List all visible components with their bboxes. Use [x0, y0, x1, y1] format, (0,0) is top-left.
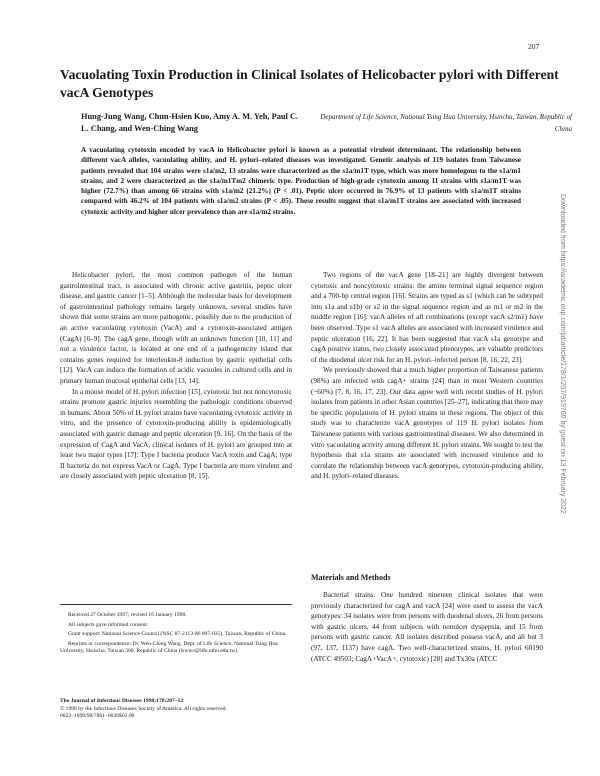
journal-issn: 0022–1899/98/7801–0026$02.00 — [60, 713, 135, 720]
footnote-grant: Grant support: National Science Council (NSC 87-2113-M-007-035), Taiwan, Republic of China. — [68, 631, 287, 638]
footnote-consent: All subjects gave informed consent. — [68, 621, 149, 628]
intro-column-left — [60, 270, 292, 482]
intro-paragraph: Two regions of the vacA gene [18–21] are highly divergent between cytotoxic and noncytotoxic strains: the amino terminal signal sequence region and a 700-bp central region [16]. Strains are typed as s1 (which can be subtyped into s1a and s1b) or s2 in the signal sequence region and as m1 or m2 in the middle region [16]. vacA alleles of all combinations (except vacA s2/m1) have been observed. Type s1 vacA alleles are associated with increased virulence and peptic ulceration [16, 22]. It has been suggested that vacA s1a genotype and cagA positive status, two closely associated phenotypes, are valuable predictors of the duodenal ulcer risk for an H. pylori–infected person [8, 16, 22, 23]. — [311, 271, 543, 364]
author-list: Hung-Jung Wang, Chun-Hsien Kuo, Amy A. M. Yeh, Paul C. L. Chang, and Wen-Ching Wang — [81, 112, 299, 133]
journal-name: The Journal of Infectious Diseases 1998;178:207–12 — [60, 698, 184, 704]
methods-heading: Materials and Methods — [311, 573, 391, 582]
author-affiliation: Department of Life Science, National Tsing Hua University, Hsinchu, Taiwan, Republic of China — [320, 113, 572, 133]
intro-paragraph: Helicobacter pylori, the most common pathogen of the human gastrointestinal tract, is associated with chronic active gastritis, peptic ulcer disease, and gastric cancer [1–5]. Although the molecular basis for development of gastrointestinal pathology remains largely unknown, several studies have shown that some strains are more pathogenic, possibly due to the production of an active vacuolating cytotoxin (VacA) and a cytotoxin-associated antigen (CagA) [6–9]. The cagA gene, though with an unknown function [10, 11] and not a virulence factor, is located at one end of a pathogenicity island that contains genes required for interleukin-8 induction by gastric epithelial cells [12]. VacA can induce the formation of acidic vacuoles in cultured cells and in primary human mucosal epithelial cells [13, 14]. — [60, 271, 292, 385]
footnote-received: Received 27 October 1997; revised 16 January 1998. — [68, 612, 187, 618]
article-title: Vacuolating Toxin Production in Clinical Isolates of Helicobacter pylori with Different vacA Genotypes — [60, 67, 559, 100]
intro-column-right — [311, 270, 543, 482]
intro-paragraph: We previously showed that a much higher proportion of Taiwanese patients (98%) are infected with cagA+ strains [24] than in most Western countries (~60%) [7, 8, 16, 17, 23]. Our data agree well with recent studies of H. pylori isolates from patients in other Asian countries [25–27], indicating that there may be specific populations of H. pylori strains in these regions. The object of this study was to characterize vacA genotypes of 119 H. pylori isolates from Taiwanese patients with various gastrointestinal diseases. We also determined in vitro vacuolating activity among different H. pylori strains. We sought to test the hypothesis that s1a strains are associated with increased virulence and to correlate the relationship between vacA genotypes, cytotoxin-producing ability, and H. pylori–related diseases. — [311, 366, 543, 481]
methods-paragraph: Bacterial strains. One hundred nineteen clinical isolates that were previously characterized for cagA and vacA [24] were used to assess the vacA genotypes: 34 isolates were from persons with duodenal ulcers, 26 from persons with gastric ulcers, 44 from subjects with nonulcer dyspepsia, and 15 from persons with gastric cancer. All isolates described possess vacA, and all but 3 (97, 137, 1137) have cagA. Two well-characterized strains, H. pylori 60190 (ATCC 49503; CagA+VacA+, cytotoxic) [28] and Tx30a (ATCC — [311, 591, 543, 663]
journal-info — [60, 698, 292, 721]
page-number: 207 — [528, 42, 540, 51]
abstract: A vacuolating cytotoxin encoded by vacA in Helicobacter pylori is known as a potential virulent determinant. The relationship between different vacA alleles, vacuolating ability, and H. pylori–related diseases was investigated. Genetic analysis of 119 isolates from Taiwanese patients revealed that 104 strains were s1a/m2, 13 strains were characterized as the s1a/m1T type, which was more homologous to the s1a/m1 strains, and 2 were characterized as the s1a/m1Tm2 chimeric type. Production of high-grade cytotoxin among 11 strains with s1a/m1T was higher (72.7%) than among 66 strains with s1a/m2 (21.2%) (P < .01). Peptic ulcer occurred in 76.9% of 13 patients with s1a/m1T strains compared with 46.2% of 104 patients with s1a/m2 strains (P < .05). These results suggest that s1a/m1T strains are associated with increased cytotoxic activity and higher ulcer prevalence than are s1a/m2 strains. — [81, 146, 521, 216]
footnote-reprints: Reprints or correspondence: Dr. Wen-Ching Wang, Dept. of Life Science, National Tsing Hua University, Hsinchu, Taiwan 300, Republic of China (lswwc@life.nthu.edu.tw). — [60, 640, 278, 655]
footnotes — [60, 612, 292, 658]
intro-paragraph: In a mouse model of H. pylori infection [15], cytotoxic but not noncytotoxic strains promote gastric injuries resembling the pathologic conditions observed in humans. About 50% of H. pylori strains have vacuolating cytotoxic activity in vitro, and the presence of cytotoxin-producing ability is epidemiologically associated with gastric damage and peptic ulceration [9, 16]. On the basis of the expression of CagA and VacA, clinical isolates of H. pylori are grouped into at least two major types [17]: Type I bacteria produce VacA toxin and CagA; type II bacteria do not express VacA or CagA. Type I bacteria are more virulent and are closely associated with peptic ulceration [8, 15]. — [60, 387, 292, 481]
journal-copyright: © 1998 by the Infectious Diseases Society of America. All rights reserved. — [60, 705, 227, 712]
download-watermark-link[interactable]: Downloaded from https://academic.oup.com/jid/article/178/1/207/919760 by guest on 13 February 2022 — [559, 194, 566, 514]
footnote-divider — [60, 604, 292, 605]
